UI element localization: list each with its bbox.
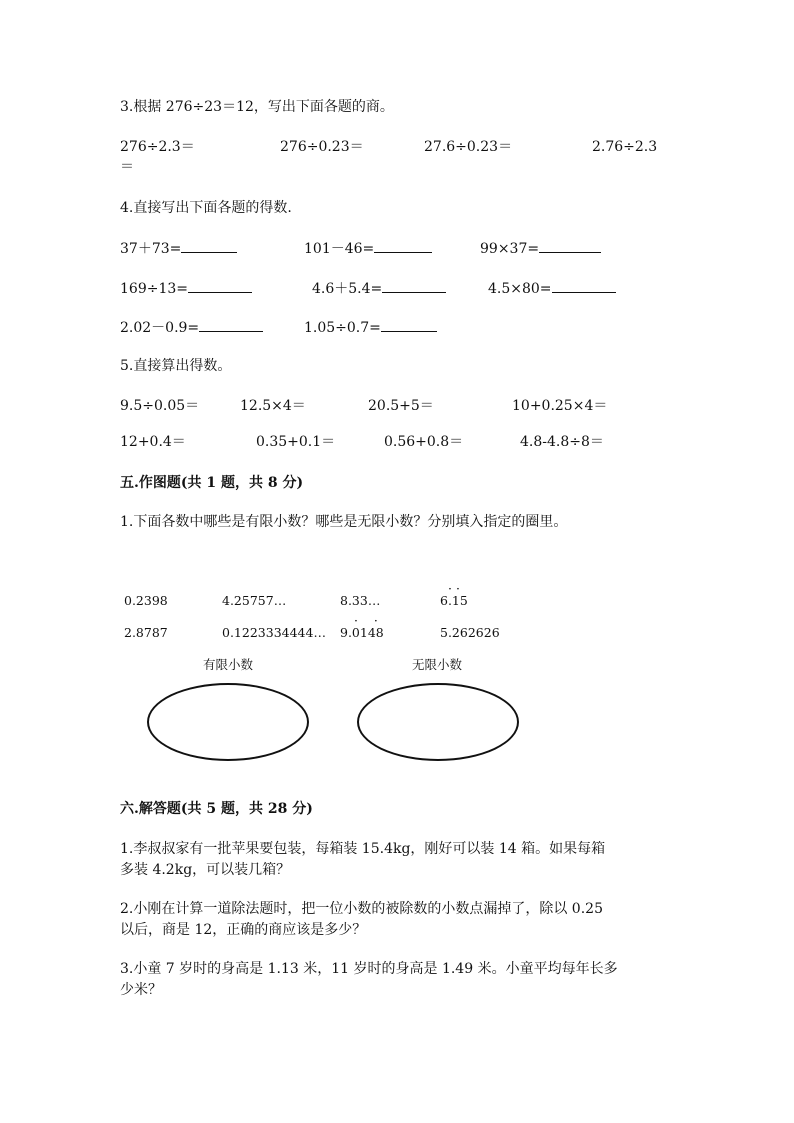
section6-q3: 3.小童 7 岁时的身高是 1.13 米，11 岁时的身高是 1.49 米。小童平均每年长多 <box>120 961 618 977</box>
q4-problem: 4.6＋5.4= <box>312 278 446 299</box>
section6-q1-cont: 多装 4.2kg，可以装几箱？ <box>120 862 291 878</box>
q4-problem: 37＋73= <box>120 238 237 259</box>
section6-q2-cont: 以后，商是 12，正确的商应该是多少？ <box>120 922 367 938</box>
q4-title: 4.直接写出下面各题的得数. <box>120 200 292 216</box>
q5-item: 10+0.25×4＝ <box>512 398 608 414</box>
q5-item: 4.8-4.8÷8＝ <box>520 434 604 450</box>
section6-q3-cont: 少米？ <box>120 982 162 998</box>
q4-problem: 101－46= <box>304 238 432 259</box>
q3-item: 276÷0.23＝ <box>280 139 364 155</box>
q5-item: 20.5+5＝ <box>368 398 434 414</box>
answer-blank[interactable] <box>188 278 252 293</box>
number-item: 8.33… <box>340 593 381 608</box>
section6-q2: 2.小刚在计算一道除法题时，把一位小数的被除数的小数点漏掉了，除以 0.25 <box>120 901 603 917</box>
q5-item: 12+0.4＝ <box>120 434 186 450</box>
number-item: 4.25757… <box>222 593 287 608</box>
q5-title: 5.直接算出得数。 <box>120 358 232 374</box>
q5-item: 0.35+0.1＝ <box>256 434 336 450</box>
section5-q1: 1.下面各数中哪些是有限小数？哪些是无限小数？分别填入指定的圈里。 <box>120 514 568 530</box>
q5-item: 9.5÷0.05＝ <box>120 398 200 414</box>
answer-blank[interactable] <box>199 317 263 332</box>
repeat-dots: · · <box>354 613 378 628</box>
number-item: 5.262626 <box>440 625 500 640</box>
answer-blank[interactable] <box>539 238 601 253</box>
number-item: 0.2398 <box>124 593 168 608</box>
number-item-repeating: 6.15 <box>440 593 468 608</box>
repeat-dots: · · <box>448 581 460 596</box>
answer-blank[interactable] <box>374 238 432 253</box>
number-item-repeating: 9.0148 <box>340 625 384 640</box>
label-finite: 有限小数 <box>203 657 254 672</box>
q4-problem: 2.02－0.9= <box>120 317 263 338</box>
q4-problem: 4.5×80= <box>488 278 616 299</box>
section5-heading: 五.作图题(共 1 题，共 8 分) <box>120 475 304 491</box>
q4-problem: 99×37= <box>480 238 601 259</box>
q5-item: 12.5×4＝ <box>240 398 306 414</box>
q4-problem: 169÷13= <box>120 278 252 299</box>
answer-blank[interactable] <box>552 278 616 293</box>
answer-blank[interactable] <box>382 278 446 293</box>
finite-oval[interactable] <box>147 683 309 761</box>
q3-item: 27.6÷0.23＝ <box>424 139 513 155</box>
q4-problem: 1.05÷0.7= <box>304 317 437 338</box>
answer-blank[interactable] <box>381 317 437 332</box>
q3-wrap-equals: ＝ <box>120 159 134 175</box>
section6-q1: 1.李叔叔家有一批苹果要包装，每箱装 15.4kg，刚好可以装 14 箱。如果每箱 <box>120 841 606 857</box>
infinite-oval[interactable] <box>357 683 519 761</box>
number-item: 0.1223334444… <box>222 625 326 640</box>
number-item: 2.8787 <box>124 625 168 640</box>
q3-item: 276÷2.3＝ <box>120 139 195 155</box>
label-infinite: 无限小数 <box>412 657 463 672</box>
answer-blank[interactable] <box>181 238 237 253</box>
section6-heading: 六.解答题(共 5 题，共 28 分) <box>120 801 313 817</box>
q3-title: 3.根据 276÷23＝12，写出下面各题的商。 <box>120 99 394 115</box>
q3-item: 2.76÷2.3 <box>592 139 658 155</box>
q5-item: 0.56+0.8＝ <box>384 434 464 450</box>
